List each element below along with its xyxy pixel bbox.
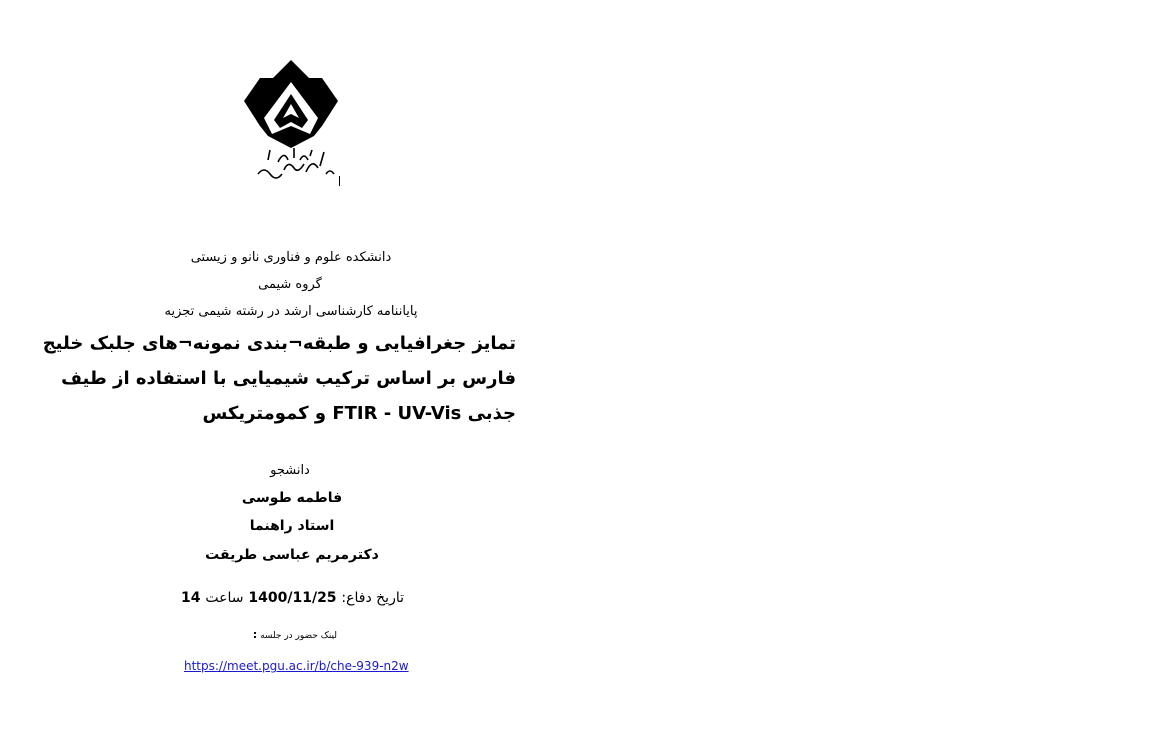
defense-info (181, 590, 404, 606)
text-cursor (339, 176, 340, 186)
meeting-link-label (253, 628, 337, 641)
student-label: دانشجو (270, 463, 310, 478)
defense-date-label: تاریخ دفاع: (341, 590, 404, 606)
thesis-title-line-3: جذبی FTIR - UV-Vis و کمومتریکس (202, 403, 516, 424)
defense-time-label: ساعت (205, 590, 244, 606)
university-logo (238, 56, 344, 184)
meeting-label-colon: : (252, 628, 258, 641)
thesis-title-line-2: فارس بر اساس ترکیب شیمیایی با استفاده از طیف (61, 368, 516, 389)
thesis-type: پایاننامه کارشناسی ارشد در رشته شیمی تجزیه (164, 304, 418, 319)
student-name: فاطمه طوسی (241, 490, 343, 506)
department-name: گروه شیمی (258, 277, 322, 292)
defense-time: 14 (181, 590, 201, 606)
advisor-label: استاد راهنما (249, 518, 335, 534)
faculty-name: دانشکده علوم و فناوری نانو و زیستی (190, 250, 392, 265)
advisor-name: دکترمریم عباسی طریقت (205, 547, 379, 563)
defense-date: 1400/11/25 (248, 590, 337, 606)
meeting-link[interactable]: https://meet.pgu.ac.ir/b/che-939-n2w (184, 659, 409, 673)
thesis-title-line-1: تمایز جغرافیایی و طبقه¬بندی نمونه¬های جلبک خلیج (42, 333, 516, 354)
meeting-label-text: لینک حضور در جلسه (260, 631, 337, 641)
university-emblem-icon (238, 56, 344, 184)
